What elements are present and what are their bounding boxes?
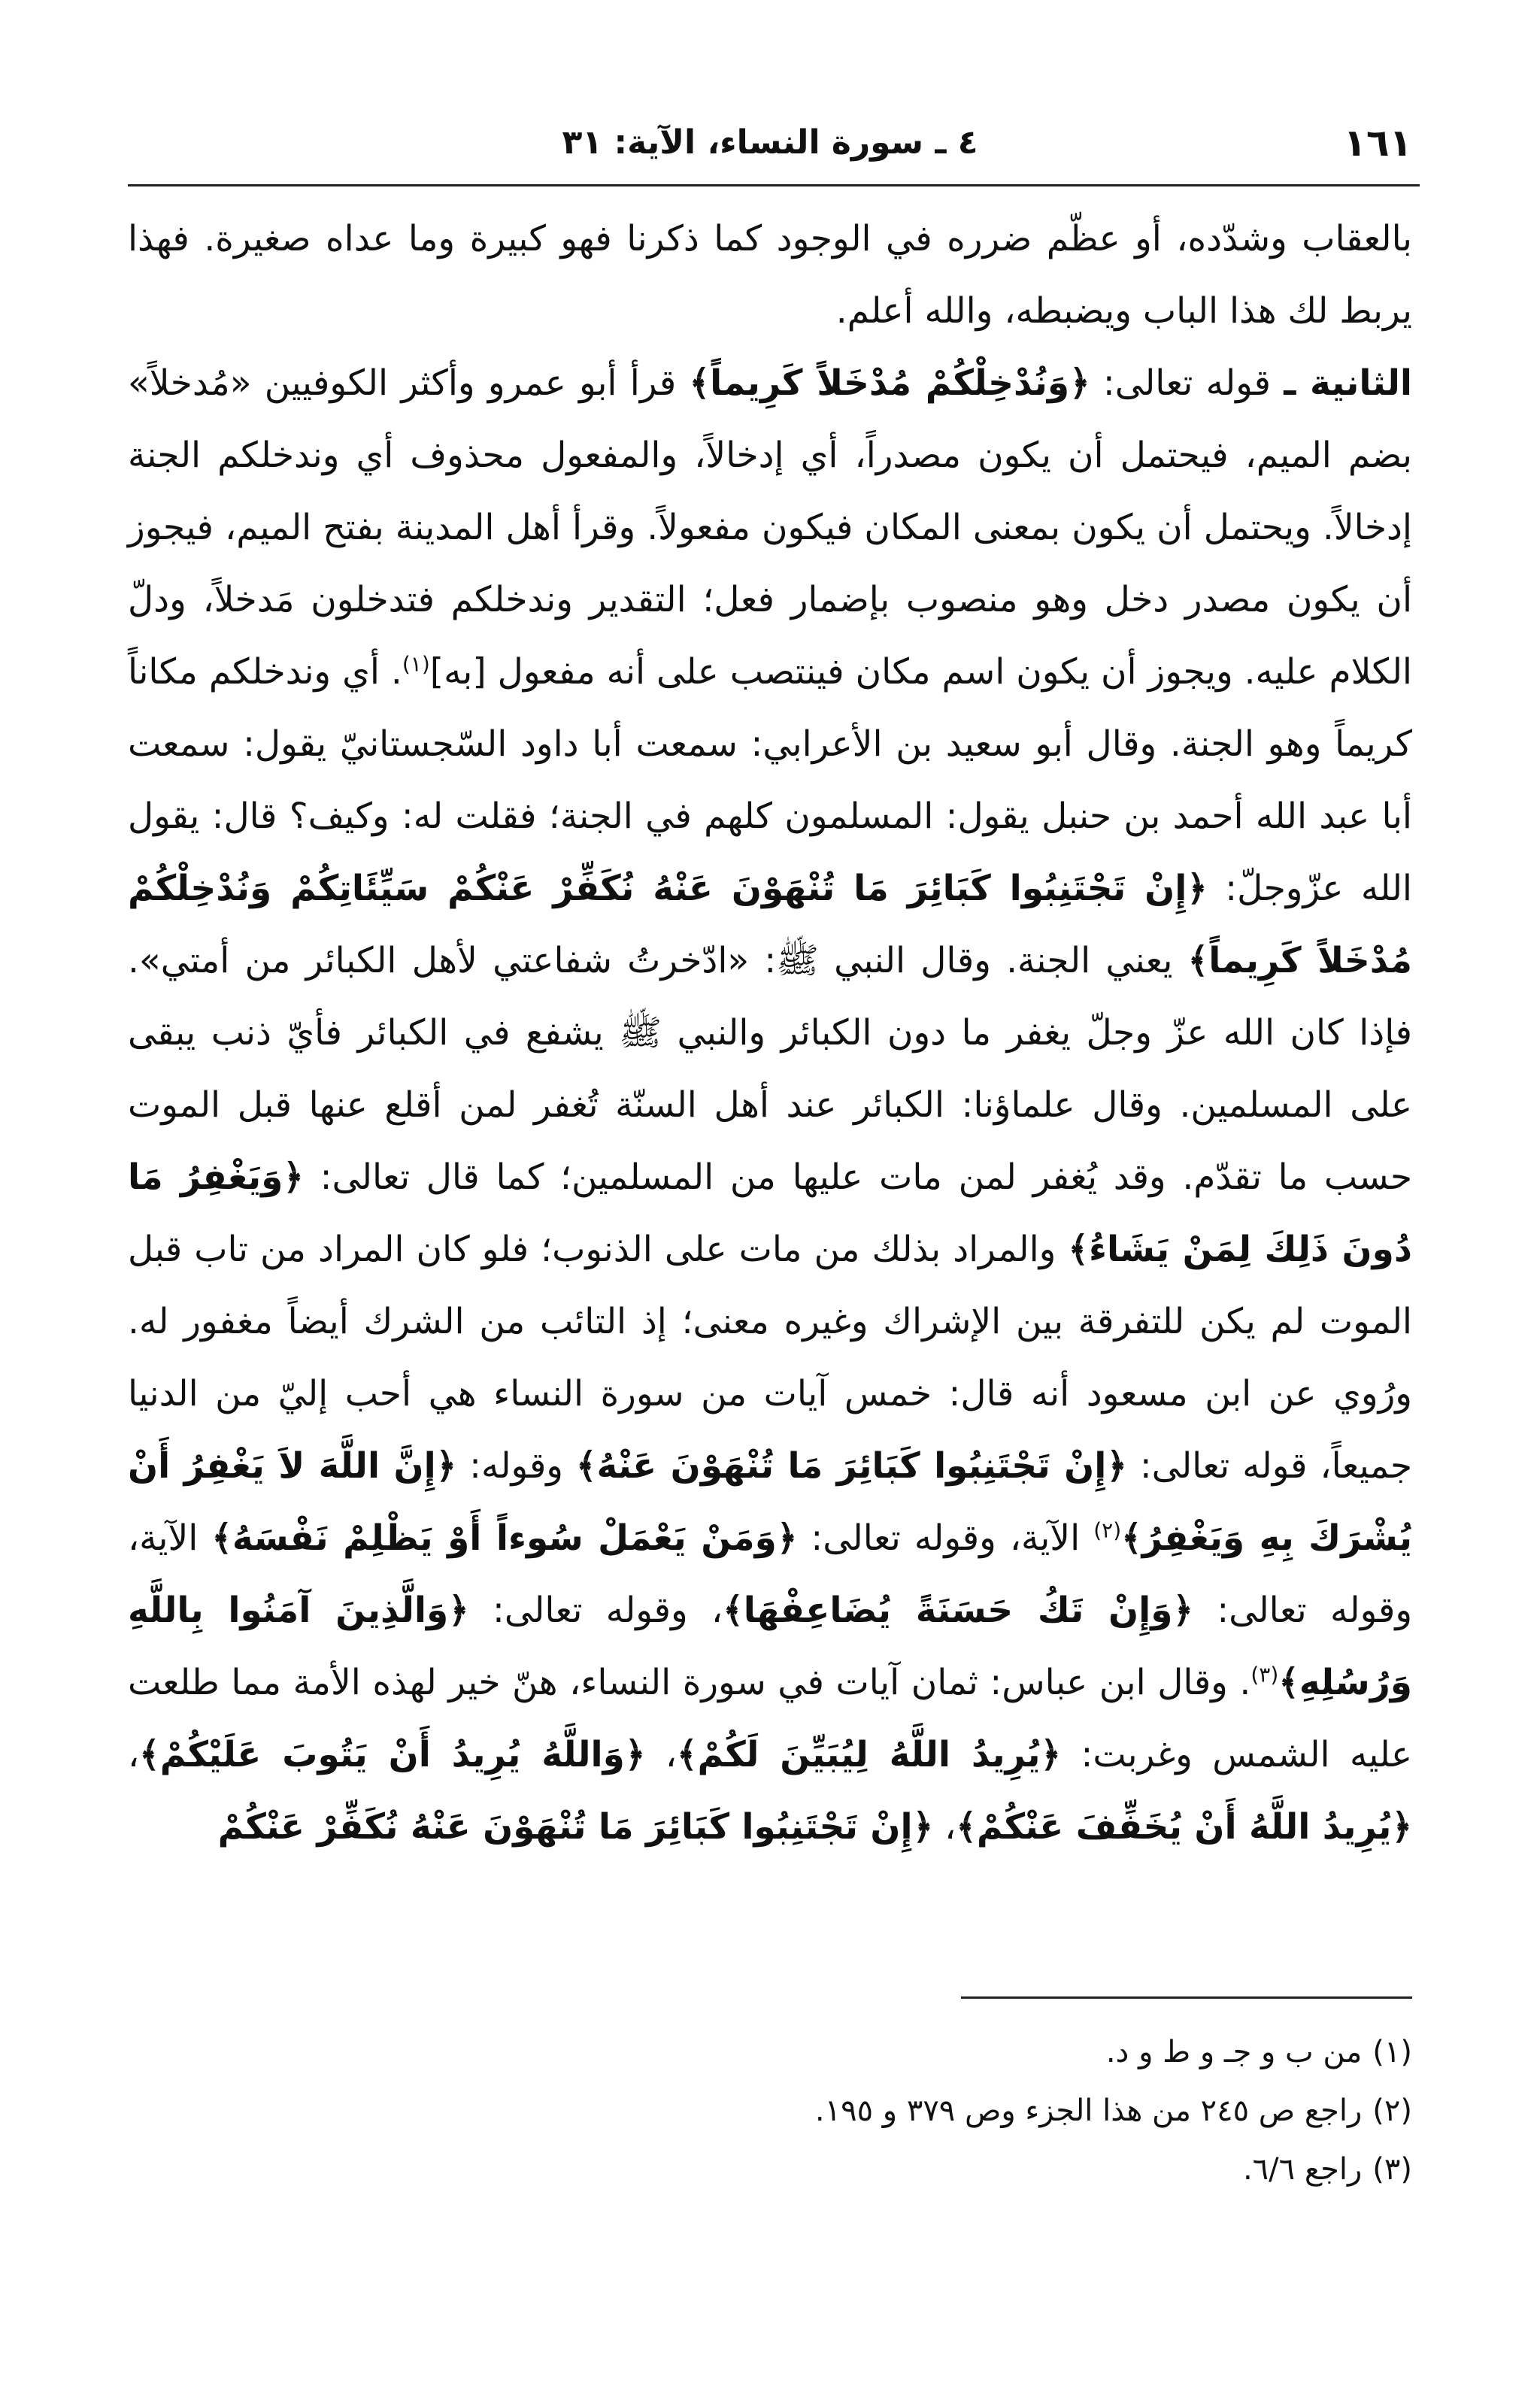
quran-verse: ﴿وَإِنْ تَكُ حَسَنَةً يُضَاعِفْهَا﴾ xyxy=(723,1590,1193,1631)
header-divider xyxy=(128,184,1420,186)
footnote-divider xyxy=(961,1996,1412,1999)
quran-verse: ﴿وَالَّذِينَ آمَنُوا بِاللَّهِ وَرُسُلِهِ﴾ xyxy=(128,1590,1412,1703)
quran-verse: ﴿إِنْ تَجْتَنِبُوا كَبَائِرَ مَا تُنْهَوْنَ عَنْهُ نُكَفِّرْ عَنْكُمْ xyxy=(217,1806,934,1848)
footnote-ref: (٢) xyxy=(1093,1517,1122,1543)
quran-verse: ﴿يُرِيدُ اللَّهُ لِيُبَيِّنَ لَكُمْ﴾ xyxy=(677,1734,1062,1775)
paragraph-1: بالعقاب وشدّده، أو عظّم ضرره في الوجود كما ذكرنا فهو كبيرة وما عداه صغيرة. فهذا يربط لك هذا الباب ويضبطه، والله أعلم. xyxy=(128,218,1412,332)
footnote-number: (٣) xyxy=(1372,2152,1412,2187)
paragraph-2: الثانية ـ قوله تعالى: ﴿وَنُدْخِلْكُمْ مُدْخَلاً كَرِيماً﴾ قرأ أبو عمرو وأكثر الكوفيين «مُدخلاً» بضم الميم، فيحتمل أن يكون مصدراً، أي إدخالاً، والمفعول محذوف أي وندخلكم الجنة إدخالاً. ويحتمل أن يكون بمعنى المكان فيكون مفعولاً. وقرأ أهل المدينة بفتح الميم، فيجوز أن يكون مصدر دخل وهو منصوب بإضمار فعل؛ التقدير وندخلكم فتدخلون مَدخلاً، ودلّ الكلام عليه. ويجوز أن يكون اسم مكان فينتصب على أنه مفعول [به]$^{(١)}$. أي وندخلكم مكاناً كريماً وهو الجنة. وقال أبو سعيد بن الأعرابي: سمعت أبا داود السّجستانيّ يقول: سمعت أبا عبد الله أحمد بن حنبل يقول: المسلمون كلهم في الجنة؛ فقلت له: وكيف؟ قال: يقول الله عزّوجلّ: ﴿إِنْ تَجْتَنِبُوا كَبَائِرَ مَا تُنْهَوْنَ عَنْهُ نُكَفِّرْ عَنْكُمْ سَيِّئَاتِكُمْ وَنُدْخِلْكُمْ مُدْخَلاً كَرِيماً﴾ يعني الجنة. وقال النبي ﷺ: «ادّخرتُ شفاعتي لأهل الكبائر من أمتي». فإذا كان الله عزّ وجلّ يغفر ما دون الكبائر والنبي ﷺ يشفع في الكبائر فأيّ ذنب يبقى على المسلمين. وقال علماؤنا: الكبائر عند أهل السنّة تُغفر لمن أقلع عنها قبل الموت حسب ما تقدّم. وقد يُغفر لمن مات عليها من المسلمين؛ كما قال تعالى: ﴿وَيَغْفِرُ مَا دُونَ ذَلِكَ لِمَنْ يَشَاءُ﴾ والمراد بذلك من مات على الذنوب؛ فلو كان المراد من تاب قبل الموت لم يكن للتفرقة بين الإشراك وغيره معنى؛ إذ التائب من الشرك أيضاً مغفور له. ورُوي عن ابن مسعود أنه قال: خمس آيات من سورة النساء هي أحب إليّ من الدنيا جميعاً، قوله تعالى: ﴿إِنْ تَجْتَنِبُوا كَبَائِرَ مَا تُنْهَوْنَ عَنْهُ﴾ وقوله: ﴿إِنَّ اللَّهَ لاَ يَغْفِرُ أَنْ يُشْرَكَ بِهِ وَيَغْفِرُ﴾$^{(٢)}$ الآية، وقوله تعالى: ﴿وَمَنْ يَعْمَلْ سُوءاً أَوْ يَظْلِمْ نَفْسَهُ﴾ الآية، وقوله تعالى: ﴿وَإِنْ تَكُ حَسَنَةً يُضَاعِفْهَا﴾، وقوله تعالى: ﴿وَالَّذِينَ آمَنُوا بِاللَّهِ وَرُسُلِهِ﴾$^{(٣)}$. وقال ابن عباس: ثمان آيات في سورة النساء، هنّ خير لهذه الأمة مما طلعت عليه الشمس وغربت: ﴿يُرِيدُ اللَّهُ لِيُبَيِّنَ لَكُمْ﴾، ﴿وَاللَّهُ يُرِيدُ أَنْ يَتُوبَ عَلَيْكُمْ﴾، ﴿يُرِيدُ اللَّهُ أَنْ يُخَفِّفَ عَنْكُمْ﴾، ﴿إِنْ تَجْتَنِبُوا كَبَائِرَ مَا تُنْهَوْنَ عَنْهُ نُكَفِّرْ عَنْكُمْ xyxy=(128,362,1413,1848)
footnote-text: راجع ص ٢٤٥ من هذا الجزء وص ٣٧٩ و ١٩٥. xyxy=(814,2093,1363,2128)
footnote-number: (٢) xyxy=(1372,2093,1412,2128)
footnote-text: راجع ٦/٦. xyxy=(1242,2152,1363,2187)
main-text xyxy=(128,203,1412,1863)
quran-verse: ﴿وَيَغْفِرُ مَا دُونَ ذَلِكَ لِمَنْ يَشَاءُ﴾ xyxy=(128,1157,1412,1270)
footnote-number: (١) xyxy=(1372,2035,1412,2069)
quran-verse: ﴿وَنُدْخِلْكُمْ مُدْخَلاً كَرِيماً﴾ xyxy=(689,362,1090,404)
quran-verse: ﴿وَاللَّهُ يُرِيدُ أَنْ يَتُوبَ عَلَيْكُمْ﴾ xyxy=(139,1734,646,1775)
footnote-ref: (٣) xyxy=(1250,1662,1279,1687)
page-number: ١٦١ xyxy=(1343,121,1412,165)
running-head: ٤ ـ سورة النساء، الآية: ٣١ xyxy=(562,123,978,162)
footnote-ref: (١) xyxy=(402,651,430,677)
footnote-3 xyxy=(128,2140,1412,2199)
section-heading: الثانية ـ xyxy=(1284,362,1412,404)
quran-verse: ﴿يُرِيدُ اللَّهُ أَنْ يُخَفِّفَ عَنْكُمْ﴾ xyxy=(956,1806,1412,1848)
footnotes xyxy=(128,2023,1412,2199)
quran-verse: ﴿إِنْ تَجْتَنِبُوا كَبَائِرَ مَا تُنْهَوْنَ عَنْهُ﴾ xyxy=(575,1445,1127,1487)
footnote-1 xyxy=(128,2023,1412,2081)
quran-verse: ﴿إِنْ تَجْتَنِبُوا كَبَائِرَ مَا تُنْهَوْنَ عَنْهُ نُكَفِّرْ عَنْكُمْ سَيِّئَاتِكُمْ وَنُدْخِلْكُمْ مُدْخَلاً كَرِيماً﴾ xyxy=(128,868,1413,981)
footnote-2 xyxy=(128,2081,1412,2140)
footnote-text: من ب و جـ و ط و د. xyxy=(1105,2035,1363,2069)
quran-verse: ﴿إِنَّ اللَّهَ لاَ يَغْفِرُ أَنْ يُشْرَكَ بِهِ وَيَغْفِرُ﴾ xyxy=(128,1445,1412,1559)
page-header xyxy=(128,113,1412,173)
quran-verse: ﴿وَمَنْ يَعْمَلْ سُوءاً أَوْ يَظْلِمْ نَفْسَهُ﴾ xyxy=(211,1517,798,1559)
